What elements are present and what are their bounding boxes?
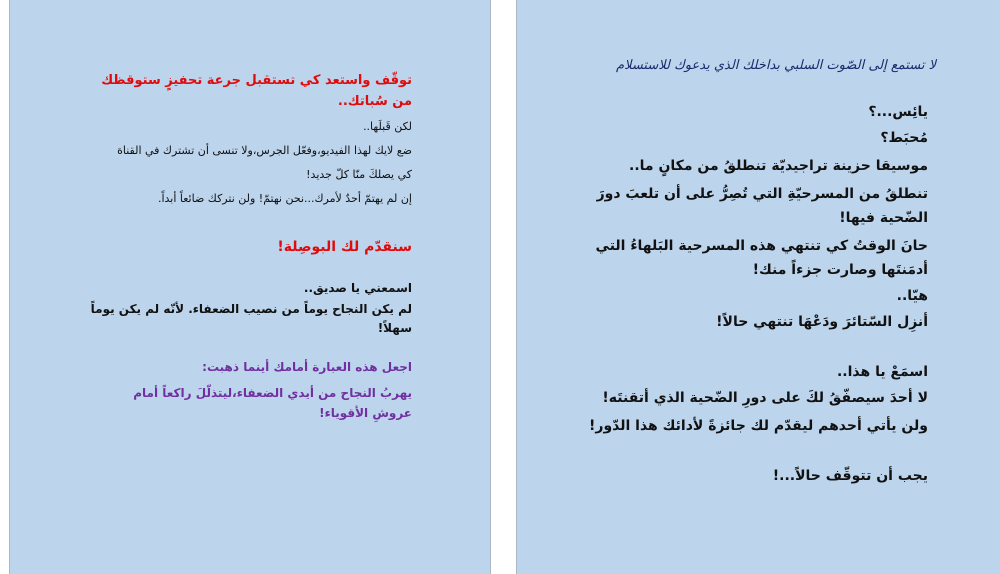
left-heading: توقّف واستعد كي تستقبل جرعة تحفيزٍ ستوقظك من سُباتك.. — [101, 73, 412, 109]
line-listen: اسمَعْ يا هذا.. — [836, 364, 928, 380]
line-time: حانَ الوقتُ كي تنتهي هذه المسرحية البَلهاءُ التي أدمَنتَها وصارت جزءاً منك! — [595, 238, 928, 278]
success-paragraph: لم يكن النجاح يوماً من نصيب الضعفاء. لأنّه لم يكن يوماً سهلاً! — [90, 302, 412, 335]
page-right — [516, 0, 1000, 574]
line-desperate: يائِس...؟ — [868, 104, 928, 120]
line-music: موسيقا حزينة تراجيديّة تنطلقُ من مكانٍ ما.. — [629, 158, 928, 174]
paragraph-subscribe: ضع لايك لهذا الفيديو،وفعّل الجرس،ولا تنسى أن تشترك في القناة — [117, 144, 412, 157]
left-page-content — [90, 70, 412, 423]
paragraph-new: كي يصلكَ منّا كلّ جديد! — [306, 168, 412, 181]
motto-heading: اجعل هذه العبارة أمامك أينما ذهبت: — [202, 360, 412, 374]
right-page-title: لا تستمع إلى الصّوت السلبي بداخلك الذي يدعوك للاستسلام — [616, 58, 936, 73]
line-stop-now: يجب أن تتوقّف حالاً...! — [772, 468, 928, 484]
line-come-on: هيّا.. — [896, 288, 928, 304]
line-no-award: ولن يأتي أحدهم ليقدّم لك جائزةً لأدائك هذا الدّور! — [589, 418, 928, 434]
line-no-applause: لا أحدَ سيصفّقُ لكَ على دورِ الضّحية الذي أتقنتَه! — [602, 390, 928, 406]
right-page-content — [568, 100, 928, 488]
line-play: تنطلقُ من المسرحيّةِ التي تُصِرُّ على أن تلعبَ دورَ الضّحية فيها! — [596, 186, 928, 226]
motto-text: يهربُ النجاح من أيدي الضعفاء،ليتذلّلَ راكعاً أمام عروشِ الأقوياء! — [133, 386, 412, 420]
friend-call: اسمعني يا صديق.. — [303, 281, 412, 295]
compass-heading: سنقدّم لك البوصِلة! — [277, 239, 412, 255]
paragraph-before: لكن قَبلَها.. — [363, 120, 412, 133]
line-curtains: أنزِل السّتائرَ ودَعْهَا تنتهي حالاً! — [716, 314, 928, 330]
line-frustrated: مُحبَط؟ — [880, 130, 928, 146]
page-left — [9, 0, 491, 574]
paragraph-care: إن لم يهتمّ أحدٌ لأمرك...نحن نهتمّ! ولن نتركك ضائعاً أبداً. — [157, 192, 412, 205]
